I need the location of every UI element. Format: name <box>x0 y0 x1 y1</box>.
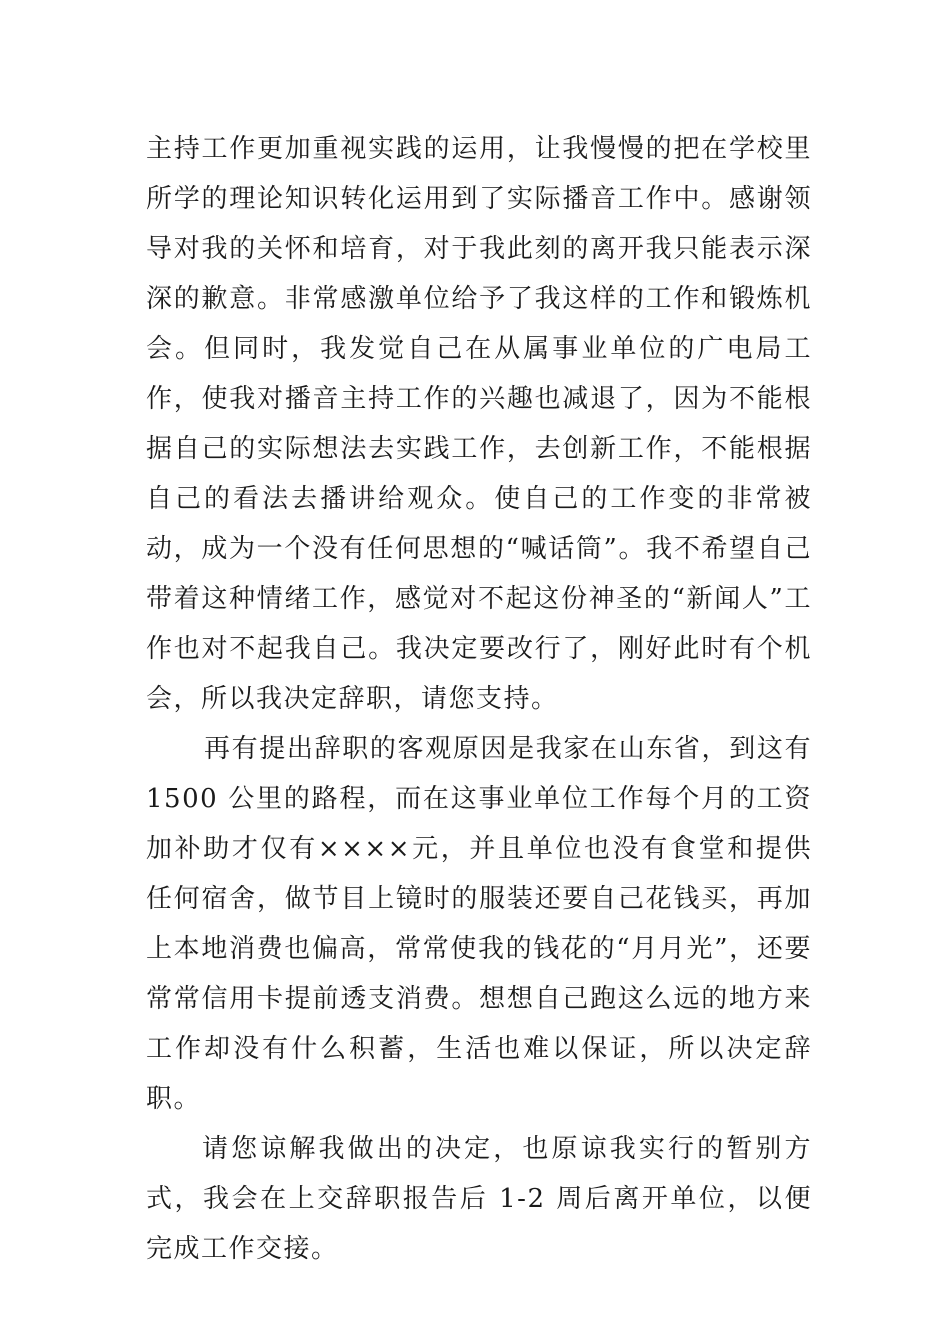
document-body <box>146 124 812 1274</box>
paragraph-closing-request: 请您谅解我做出的决定，也原谅我实行的暂别方式，我会在上交辞职报告后 1-2 周后离开单位，以便完成工作交接。 <box>146 1134 812 1264</box>
paragraph-objective-reason: 再有提出辞职的客观原因是我家在山东省，到这有1500 公里的路程，而在这事业单位工作每个月的工资加补助才仅有××××元，并且单位也没有食堂和提供任何宿舍，做节目上镜时的服装还要自己花钱买，再加上本地消费也偏高，常常使我的钱花的“月月光”，还要常常信用卡提前透支消费。想想自己跑这么远的地方来工作却没有什么积蓄，生活也难以保证，所以决定辞职。 <box>146 734 812 1114</box>
paragraph-continuation: 主持工作更加重视实践的运用，让我慢慢的把在学校里所学的理论知识转化运用到了实际播音工作中。感谢领导对我的关怀和培育，对于我此刻的离开我只能表示深深的歉意。非常感激单位给予了我这样的工作和锻炼机会。但同时，我发觉自己在从属事业单位的广电局工作，使我对播音主持工作的兴趣也减退了，因为不能根据自己的实际想法去实践工作，去创新工作，不能根据自己的看法去播讲给观众。使自己的工作变的非常被动，成为一个没有任何思想的“喊话筒”。我不希望自己带着这种情绪工作，感觉对不起这份神圣的“新闻人”工作也对不起我自己。我决定要改行了，刚好此时有个机会，所以我决定辞职，请您支持。 <box>146 134 812 714</box>
